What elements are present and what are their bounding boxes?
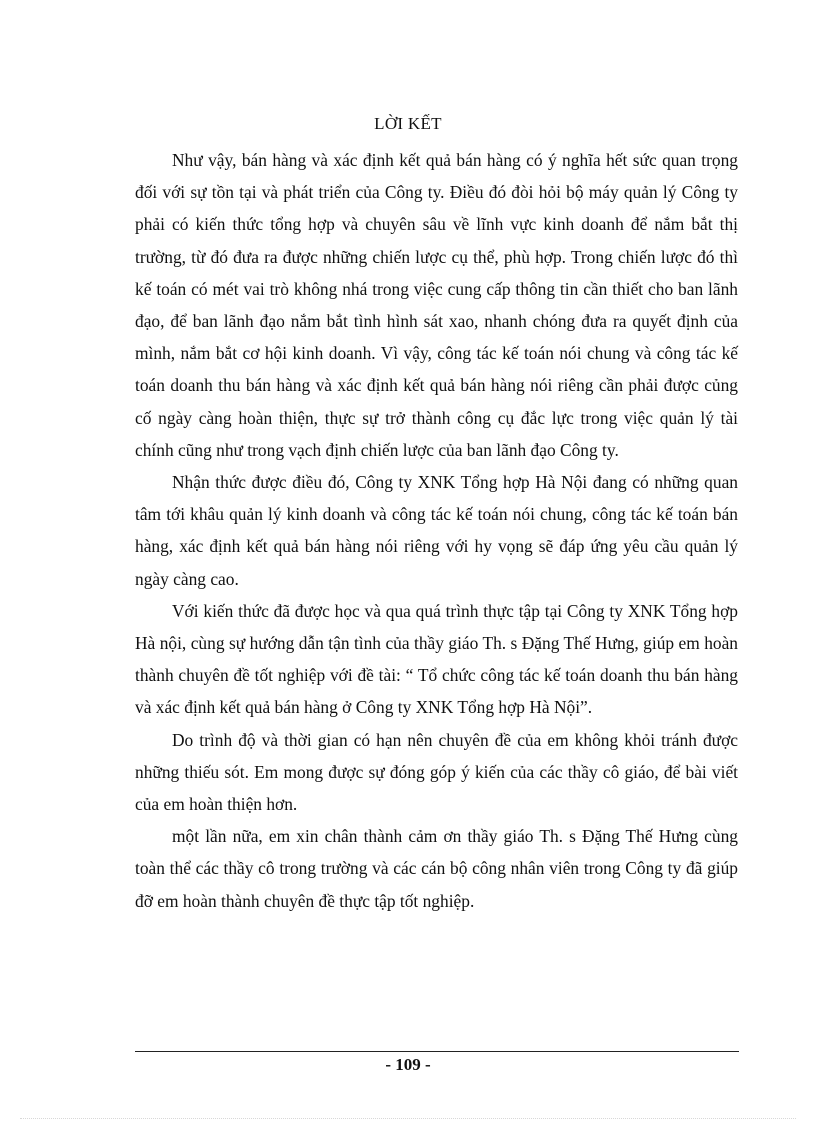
paragraph-1: Như vậy, bán hàng và xác định kết quả bán hàng có ý nghĩa hết sức quan trọng đối với sự tồn tại và phát triển của Công ty. Điều đó đòi hỏi bộ máy quản lý Công ty phải có kiến thức tổng hợp và chuyên sâu về lĩnh vực kinh doanh để nắm bắt thị trường, từ đó đưa ra được những chiến lược cụ thể, phù hợp. Trong chiến lược đó thì kế toán có mét vai trò không nhá trong việc cung cấp thông tin cần thiết cho ban lãnh đạo, để ban lãnh đạo nắm bắt tình hình sát xao, nhanh chóng đưa ra quyết định của mình, nắm bắt cơ hội kinh doanh. Vì vậy, công tác kế toán nói chung và công tác kế toán doanh thu bán hàng và xác định kết quả bán hàng nói riêng cần phải được củng cố ngày càng hoàn thiện, thực sự trở thành công cụ đắc lực trong việc quản lý tài chính cũng như trong vạch định chiến lược của ban lãnh đạo Công ty. — [135, 150, 738, 460]
paragraph-5: một lần nữa, em xin chân thành cảm ơn thầy giáo Th. s Đặng Thế Hưng cùng toàn thể các thầy cô trong trường và các cán bộ công nhân viên trong Công ty đã giúp đỡ em hoàn thành chuyên đề thực tập tốt nghiệp. — [135, 826, 738, 911]
page-title: LỜI KẾT — [374, 114, 442, 133]
page-number: - 109 - — [385, 1055, 431, 1074]
paragraph-2: Nhận thức được điều đó, Công ty XNK Tổng hợp Hà Nội đang có những quan tâm tới khâu quản lý kinh doanh và công tác kế toán nói chung, công tác kế toán bán hàng, xác định kết quả bán hàng nói riêng với hy vọng sẽ đáp ứng yêu cầu quản lý ngày càng cao. — [135, 472, 738, 589]
paragraph-3: Với kiến thức đã được học và qua quá trình thực tập tại Công ty XNK Tổng hợp Hà nội, cùng sự hướng dẫn tận tình của thầy giáo Th. s Đặng Thế Hưng, giúp em hoàn thành chuyên đề tốt nghiệp với đề tài: “ Tổ chức công tác kế toán doanh thu bán hàng và xác định kết quả bán hàng ở Công ty XNK Tổng hợp Hà Nội”. — [135, 600, 738, 718]
page-bottom-edge — [20, 1118, 796, 1119]
paragraph-4: Do trình độ và thời gian có hạn nên chuyên đề của em không khỏi tránh được những thiếu sót. Em mong được sự đóng góp ý kiến của các thầy cô giáo, để bài viết của em hoàn thiện hơn. — [135, 729, 738, 815]
footer-divider — [135, 1051, 739, 1052]
body-text — [135, 144, 738, 917]
